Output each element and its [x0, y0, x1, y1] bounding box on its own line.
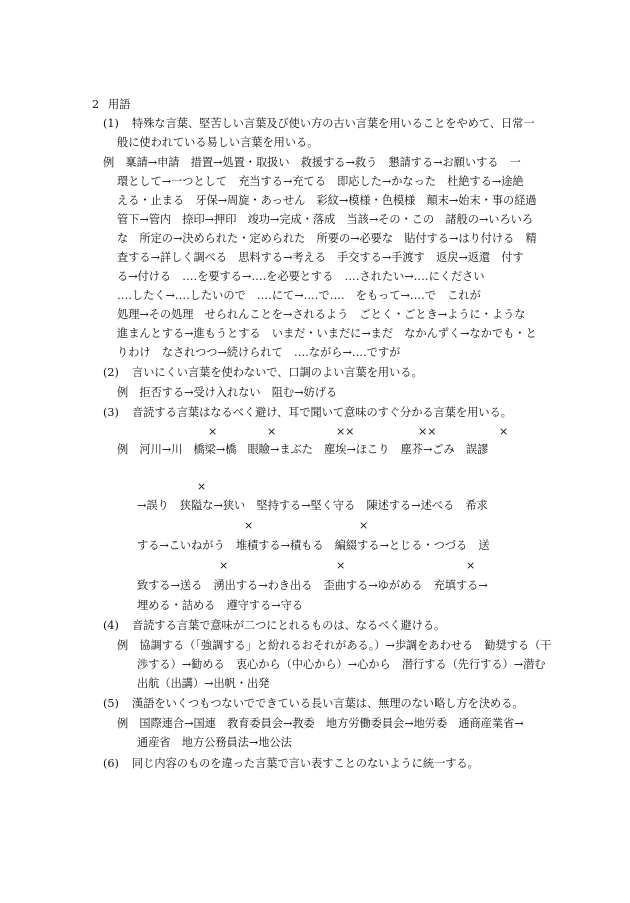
emphasis-mark: ×: [359, 519, 369, 532]
emphasis-mark: ××: [336, 425, 355, 438]
item-3-example-line: する→こいねがう 堆積する→積もる 編綴する→とじる・つづる 送: [137, 539, 490, 552]
item-2-number: (2): [103, 366, 119, 379]
item-1-example-line: 環として→一つとして 充当する→充てる 即応した→かなった 杜絶する→途絶: [117, 175, 524, 188]
item-1-example-line: りわけ なされつつ→続けられて ‥‥ながら→‥‥ですが: [117, 346, 401, 359]
emphasis-mark: ×: [197, 480, 207, 493]
item-4-number: (4): [103, 619, 119, 632]
item-3-example-line: 致する→送る 湧出する→わき出る 歪曲する→ゆがめる 充填する→: [137, 579, 488, 592]
item-4-example-line: 出航（出講）→出帆・出発: [137, 677, 270, 690]
item-1-example-line: 進まんとする→進もうとする いまだ・いまだに→まだ なかんずく→なかでも・と: [117, 327, 537, 340]
emphasis-mark: ×: [466, 559, 476, 572]
emphasis-mark: ×: [208, 425, 218, 438]
item-1-number: (1): [103, 117, 119, 130]
item-5-example-line: 通産省 地方公務員法→地公法: [137, 736, 292, 749]
item-5-example-line: 例 国際連合→国連 教育委員会→教委 地方労働委員会→地労委 通商産業省→: [117, 717, 524, 730]
emphasis-mark: ×: [267, 425, 277, 438]
item-3-number: (3): [103, 406, 119, 419]
section-title: 用語: [108, 98, 131, 111]
item-6-text-line: 同じ内容のものを違った言葉で言い表すことのないように統一する。: [132, 757, 479, 770]
emphasis-mark: ×: [244, 519, 254, 532]
item-1-example-line: な 所定の→決められた・定められた 所要の→必要な 貼付する→はり付ける 精: [117, 232, 537, 245]
item-1-example-line: 処理→その処理 せられんことを→されるよう ごとく・ごとき→ように・ような: [117, 308, 526, 321]
item-1-example-line: る→付ける ‥‥を要する→‥‥を必要とする ‥‥されたい→‥‥にください: [117, 270, 485, 283]
item-1-example-line: 査する→詳しく調べる 思料する→考える 手交する→手渡す 返戻→返還 付す: [117, 251, 524, 264]
item-5-number: (5): [103, 697, 119, 710]
item-4-text-line: 音読する言葉で意味が二つにとれるものは、なるべく避ける。: [132, 619, 446, 632]
emphasis-mark: ×: [336, 559, 346, 572]
item-4-example-line: 例 協調する（「強調する」と紛れるおそれがある。）→歩調をあわせる 勧奨する（干: [117, 639, 552, 652]
item-3-example-line: 例 河川→川 橋梁→橋 眼瞼→まぶた 塵埃→ほこり 塵芥→ごみ 誤謬: [117, 443, 489, 456]
item-3-example-line: →誤り 狭隘な→狭い 堅持する→堅く守る 陳述する→述べる 希求: [137, 499, 488, 512]
emphasis-mark: ×: [219, 559, 229, 572]
emphasis-mark: ××: [418, 425, 437, 438]
item-1-example-line: える・止まる 牙保→周旋・あっせん 彩紋→模様・色模様 顛末→始末・事の経過: [117, 194, 537, 207]
item-2-example-line: 例 拒否する→受け入れない 阻む→妨げる: [117, 386, 338, 399]
item-1-example-line: 管下→管内 捺印→押印 竣功→完成・落成 当該→その・この 諸般の→いろいろ: [117, 213, 534, 226]
item-1-example-line: 例 稟請→申請 措置→処置・取扱い 救援する→救う 懇請する→お願いする 一: [103, 156, 521, 169]
item-5-text-line: 漢語をいくつもつないでできている長い言葉は、無理のない略し方を決める。: [132, 697, 524, 710]
section-number: 2: [92, 98, 100, 111]
item-6-number: (6): [103, 757, 119, 770]
item-3-example-line: 埋める・詰める 遵守する→守る: [137, 599, 303, 612]
item-4-example-line: 渉する）→勧める 衷心から（中心から）→心から 潜行する（先行する）→潜む: [137, 658, 546, 671]
item-1-text-line: 特殊な言葉、堅苦しい言葉及び使い方の古い言葉を用いることをやめて、日常一: [132, 117, 535, 130]
item-3-text-line: 音読する言葉はなるべく避け、耳で聞いて意味のすぐ分かる言葉を用いる。: [132, 406, 512, 419]
item-2-text-line: 言いにくい言葉を使わないで、口調のよい言葉を用いる。: [132, 366, 423, 379]
emphasis-mark: ×: [499, 425, 509, 438]
item-1-example-line: ‥‥したく→‥‥したいので ‥‥にて→‥‥で‥‥ をもって→‥‥で これが: [117, 289, 481, 302]
item-1-text-line: 般に使われている易しい言葉を用いる。: [117, 136, 319, 149]
